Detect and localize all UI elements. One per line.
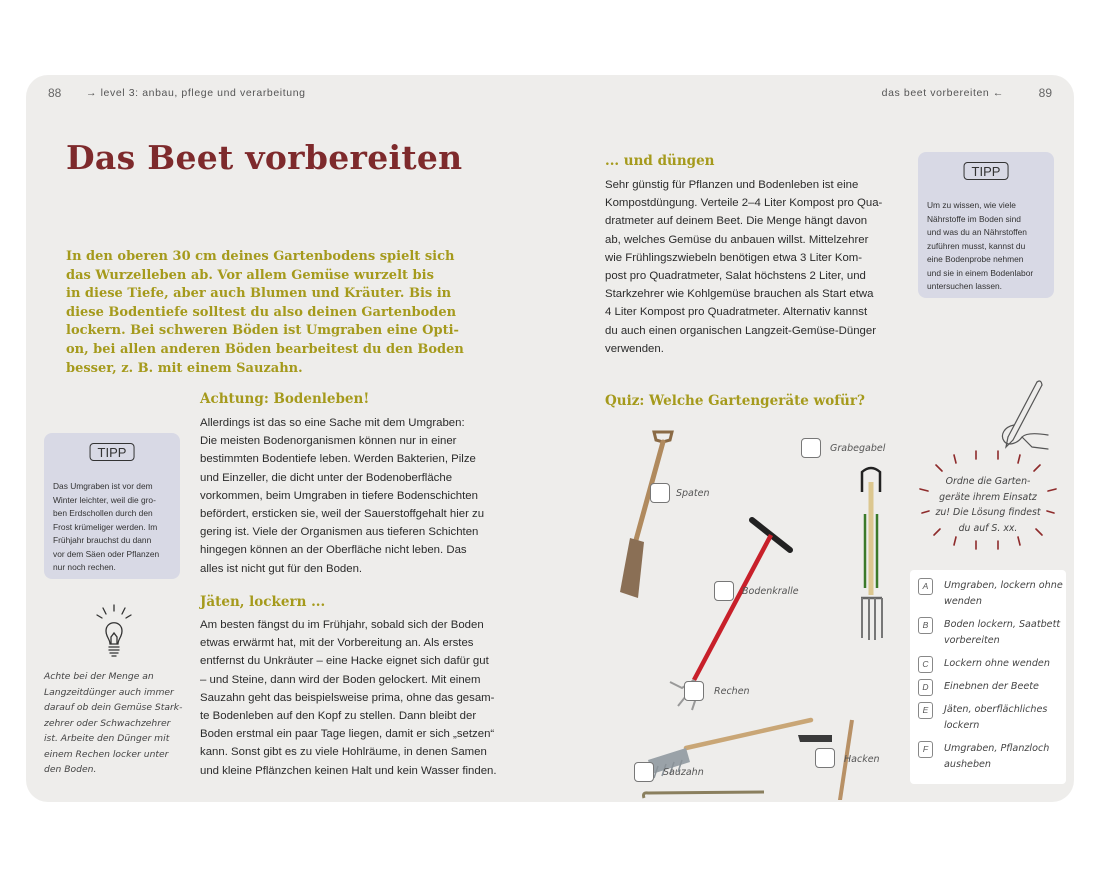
note-line: darauf ob dein Gemüse Stark- [44,702,183,713]
checkbox-sauzahn[interactable] [634,762,654,782]
tip-box-right [918,152,1054,298]
jaeten-body [200,616,497,780]
body-line: Sauzahn geht das beispielsweise prima, ohne das gesam- [200,691,495,704]
handwritten-note [44,669,182,778]
tip-box-left [44,433,180,579]
heading-achtung: Achtung: Bodenleben! [200,391,370,407]
note-line: ist. Arbeite den Dünger mit [44,733,170,744]
fork-icon [861,468,882,640]
intro-line: on, bei allen anderen Böden bearbeitest du den Boden [66,341,464,357]
tip-line: Frühjahr brauchst du dann [53,535,152,545]
body-line: und Einzeller, die dicht unter der Bodenoberfläche [200,471,453,484]
page-title: Das Beet vorbereiten [66,138,463,177]
instruction-line: du auf S. xx. [958,522,1018,534]
body-line: Boden erstmal ein paar Tage liegen, damit er sich „setzen“ [200,728,495,741]
quiz-instruction [918,474,1058,536]
tip-text [927,199,1033,294]
answer-line: Einebnen der Beete [944,681,1039,692]
body-line: post pro Quadratmeter, Salat höchstens 2 Liter, und [605,270,866,283]
body-line: Kompostdüngung. Verteile 2–4 Liter Kompost pro Qua- [605,197,883,210]
answer-line: vorbereiten [944,634,1000,646]
note-line: zehrer oder Schwachzehrer [44,717,171,729]
body-line: wie Frühlingszwiebeln benötigen etwa 3 Liter Kom- [605,251,863,264]
body-line: Sehr günstig für Pflanzen und Bodenleben ist eine [605,179,859,191]
tip-line: nur noch rechen. [53,562,116,572]
intro-line: In den oberen 30 cm deines Gartenbodens spielt sich [66,249,455,264]
body-line: vorkommen, beim Umgraben in tiefere Bodenschichten [200,489,478,502]
tip-line: ben Erdschollen durch den [53,508,153,518]
checkbox-hacken[interactable] [815,748,835,768]
answer-letter: C [918,656,933,673]
answer-line: wenden [944,595,982,607]
label-spaten: Spaten [676,488,710,499]
tip-label: TIPP [964,162,1009,180]
duengen-body [605,176,882,358]
answer-line: Lockern ohne wenden [944,658,1050,669]
tip-line: Nährstoffe im Boden sind [927,213,1021,224]
answer-line: Jäten, oberflächliches [944,704,1048,715]
answer-letter: A [918,578,933,595]
body-line: und kleine Pflänzchen keinen Halt und kein Wasser finden. [200,764,497,777]
checkbox-rechen[interactable] [684,681,704,701]
sauzahn-icon [644,792,765,798]
tip-text [53,480,159,575]
label-rechen: Rechen [714,686,750,697]
answer-text [944,578,1063,609]
right-running-head: das beet vorbereiten ← [881,87,1004,99]
spade-icon [620,432,672,598]
intro-paragraph [66,248,464,378]
tip-line: Winter leichter, weil die gro- [53,494,156,505]
body-line: Die meisten Bodenorganismen können nur in einer [200,435,457,448]
instruction-line: geräte ihrem Einsatz [939,491,1037,503]
label-bodenkralle: Bodenkralle [742,586,799,597]
body-line: ab, welches Gemüse du anbauen willst. Mittelzehrer [605,233,869,246]
body-line: 4 Liter Kompost pro Quadratmeter. Alternativ kannst [605,306,868,319]
quiz-heading: Quiz: Welche Gartengeräte wofür? [605,393,865,409]
checkbox-spaten[interactable] [650,483,670,503]
note-line: den Boden. [44,764,97,775]
body-line: kann. Sonst gibt es zu viele Hohlräume, in denen Samen [200,746,487,759]
book-spread [26,75,1074,802]
tip-line: vor dem Säen oder Pflanzen [53,548,160,559]
heading-duengen: ... und düngen [605,153,715,169]
tip-label: TIPP [90,443,135,461]
body-line: Allerdings ist das so eine Sache mit dem Umgraben: [200,417,465,429]
left-page-number: 88 [48,86,62,100]
checkbox-grabegabel[interactable] [801,438,821,458]
answer-line: Umgraben, lockern ohne [944,580,1063,591]
hoe-blade-icon [796,715,836,745]
answer-line: lockern [944,719,980,731]
body-line: – und Steine, dann wird der Boden gelockert. Mit einem [200,673,481,686]
label-grabegabel: Grabegabel [830,443,886,454]
note-line: Achte bei der Menge an [44,671,154,682]
tip-line: Das Umgraben ist vor dem [53,481,153,491]
body-line: te Bodenleben auf den Kopf zu stellen. Dann bleibt der [200,710,477,723]
intro-line: in diese Tiefe, aber auch Blumen und Kräuter. Bis in [66,286,452,302]
answer-text [944,679,1039,695]
lightbulb-icon [94,603,134,663]
note-line: einem Rechen locker unter [44,748,169,760]
body-line: alles ist nicht gut für den Boden. [200,562,363,575]
heading-jaeten: Jäten, lockern ... [200,594,326,610]
body-line: gering ist. Viele der Organismen aus tieferen Schichten [200,526,479,539]
body-line: Starkzehrer wie Kohlgemüse brauchen als Start etwa [605,288,874,301]
answer-text [944,656,1050,672]
tip-line: eine Bodenprobe nehmen [927,254,1024,264]
label-hacken: Hacken [844,754,880,765]
body-line: dratmeter auf deinem Beet. Die Menge hängt davon [605,215,868,228]
note-line: Langzeitdünger auch immer [44,686,174,698]
intro-line: diese Bodentiefe solltest du also deinen Gartenboden [66,304,457,320]
body-line: Am besten fängst du im Frühjahr, sobald sich der Boden [200,619,484,631]
tip-line: und sie in einem Bodenlabor [927,267,1034,278]
answer-letter: F [918,741,933,758]
answer-line: Umgraben, Pflanzloch [944,743,1050,754]
intro-line: lockern. Bei schweren Böden ist Umgraben eine Opti- [66,323,459,339]
instruction-line: Ordne die Garten- [945,476,1031,487]
tip-line: und was du an Nährstoffen [927,227,1027,237]
tip-line: Um zu wissen, wie viele [927,200,1016,210]
checkbox-bodenkralle[interactable] [714,581,734,601]
answer-text [944,741,1049,772]
label-sauzahn: Sauzahn [663,767,704,778]
left-running-head: → level 3: anbau, pflege und verarbeitung [86,87,306,99]
answer-letter: E [918,702,933,719]
achtung-body [200,414,484,578]
tip-line: zuführen musst, kannst du [927,240,1026,251]
body-line: hingegen können an der Oberfläche nicht leben. Das [200,544,467,557]
body-line: etwas erwärmt hat, mit der Vorbereitung an. Als erstes [200,637,474,650]
intro-line: das Wurzelleben ab. Vor allem Gemüse wurzelt bis [66,267,434,283]
instruction-line: zu! Die Lösung findest [935,507,1041,518]
body-line: entfernst du Unkräuter – eine Hacke eignet sich dafür gut [200,655,489,668]
answer-line: ausheben [944,758,992,770]
answers-box [910,570,1066,784]
answer-letter: B [918,617,933,634]
garden-tools-illustration [586,420,906,800]
body-line: bestimmten Bodentiefe leben. Werden Bakterien, Pilze [200,453,476,466]
intro-line: besser, z. B. mit einem Sauzahn. [66,360,303,376]
answer-letter: D [918,679,933,696]
right-page-number: 89 [1038,86,1052,100]
body-line: verwenden. [605,342,664,355]
answer-text [944,702,1047,733]
tip-line: Frost krümeliger werden. Im [53,521,158,532]
answer-text [944,617,1060,648]
body-line: du auch einen organischen Langzeit-Gemüse-Dünger [605,324,877,337]
answer-line: Boden lockern, Saatbett [944,619,1061,630]
body-line: befördert, ersticken sie, weil der Sauerstoffgehalt hier zu [200,508,485,521]
tip-line: untersuchen lassen. [927,281,1002,291]
